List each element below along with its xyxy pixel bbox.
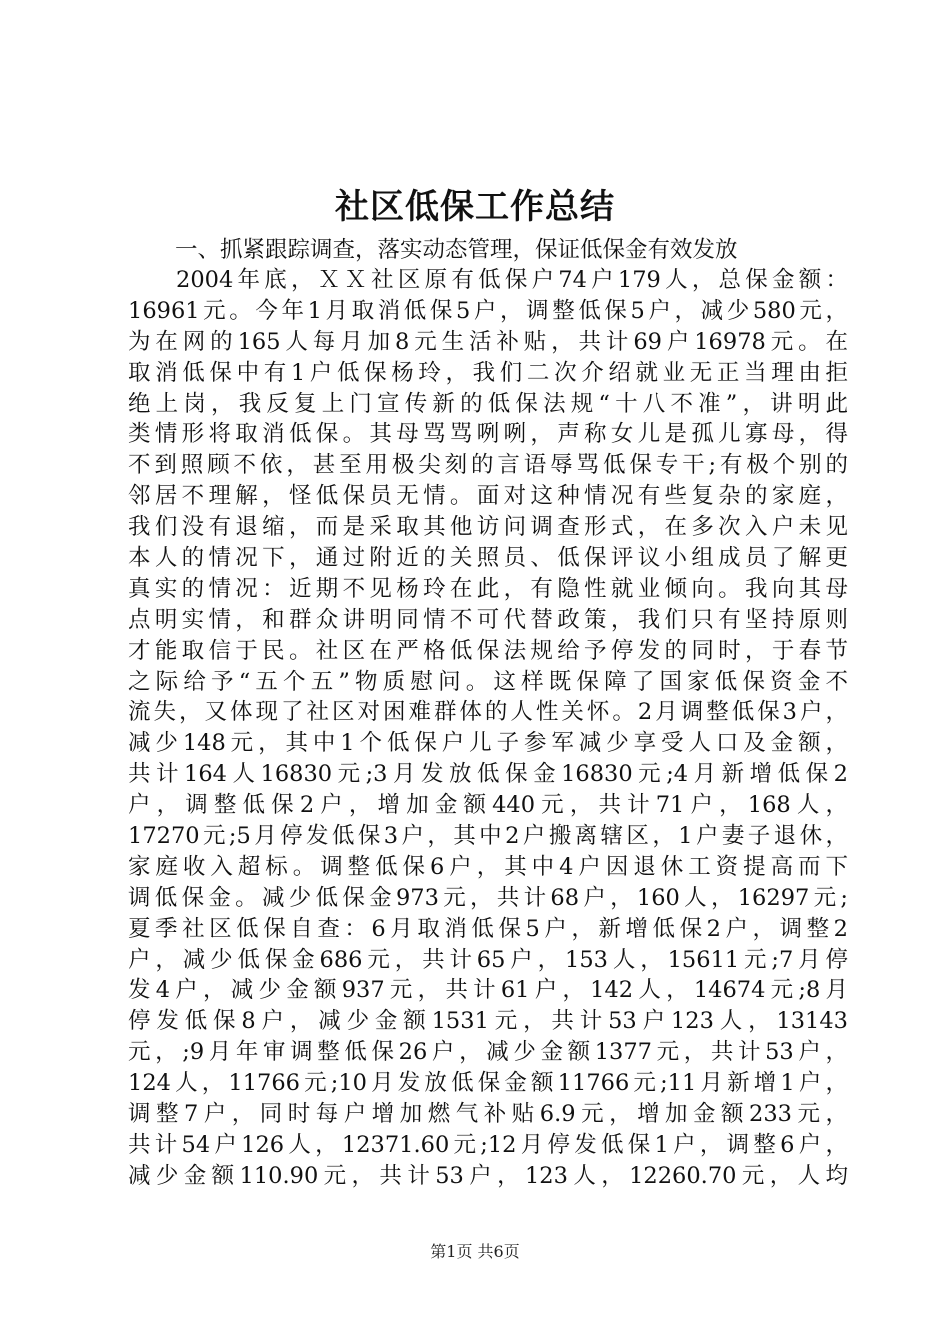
body-line: 调低保金。减少低保金973元，共计68户，160人，16297元; <box>128 884 848 911</box>
body-line: 共计54户126人，12371.60元;12月停发低保1户，调整6户， <box>128 1131 848 1158</box>
body-line: 夏季社区低保自查：6月取消低保5户，新增低保2户，调整2 <box>128 915 848 942</box>
body-line: 绝上岗，我反复上门宣传新的低保法规“十八不准”，讲明此 <box>128 390 848 417</box>
body-line: 真实的情况：近期不见杨玲在此，有隐性就业倾向。我向其母 <box>128 575 848 602</box>
body-line: 124人，11766元;10月发放低保金额11766元;11月新增1户， <box>128 1070 848 1097</box>
body-line: 2004年底，ＸＸ社区原有低保户74户179人，总保金额： <box>176 267 848 293</box>
body-line: 16961元。今年1月取消低保5户，调整低保5户，减少580元， <box>128 297 848 324</box>
body-line: 户，减少低保金686元，共计65户，153人，15611元;7月停 <box>128 946 848 973</box>
body-line: 家庭收入超标。调整低保6户，其中4户因退休工资提高而下 <box>128 853 848 880</box>
body-line: 减少148元，其中1个低保户儿子参军减少享受人口及金额， <box>128 730 848 757</box>
body-line: 共计164人16830元;3月发放低保金16830元;4月新增低保2 <box>128 761 848 788</box>
body-line: 邻居不理解，怪低保员无情。面对这种情况有些复杂的家庭， <box>128 483 848 510</box>
body-line: 调整7户，同时每户增加燃气补贴6.9元，增加金额233元， <box>128 1101 848 1128</box>
document-title: 社区低保工作总结 <box>335 187 615 227</box>
body-line: 流失，又体现了社区对困难群体的人性关怀。2月调整低保3户， <box>128 699 848 726</box>
body-line: 我们没有退缩，而是采取其他访问调查形式，在多次入户未见 <box>128 514 848 541</box>
body-line: 才能取信于民。社区在严格低保法规给予停发的同时，于春节 <box>128 637 848 664</box>
body-line: 发4户，减少金额937元，共计61户，142人，14674元;8月 <box>128 977 848 1004</box>
body-line: 元，;9月年审调整低保26户，减少金额1377元，共计53户， <box>128 1039 848 1066</box>
body-line: 本人的情况下，通过附近的关照员、低保评议小组成员了解更 <box>128 545 848 572</box>
body-line: 户，调整低保2户，增加金额440元，共计71户，168人， <box>128 792 848 819</box>
body-paragraph <box>128 265 848 1192</box>
body-line: 不到照顾不依，甚至用极尖刻的言语辱骂低保专干;有极个别的 <box>128 452 848 479</box>
body-line: 减少金额110.90元，共计53户，123人，12260.70元，人均 <box>128 1162 848 1189</box>
body-line: 类情形将取消低保。其母骂骂咧咧，声称女儿是孤儿寡母，得 <box>128 421 848 448</box>
page-footer: 第1页 共6页 <box>430 1242 520 1261</box>
body-line: 17270元;5月停发低保3户，其中2户搬离辖区，1户妻子退休， <box>128 823 848 850</box>
section-heading: 一、抓紧跟踪调查，落实动态管理，保证低保金有效发放 <box>175 237 738 263</box>
body-line: 之际给予“五个五”物质慰问。这样既保障了国家低保资金不 <box>128 668 848 695</box>
body-line: 为在网的165人每月加8元生活补贴，共计69户16978元。在 <box>128 328 848 355</box>
body-line: 停发低保8户，减少金额1531元，共计53户123人，13143 <box>128 1008 848 1035</box>
body-line: 点明实情，和群众讲明同情不可代替政策，我们只有坚持原则 <box>128 606 848 633</box>
body-line: 取消低保中有1户低保杨玲，我们二次介绍就业无正当理由拒 <box>128 359 848 386</box>
